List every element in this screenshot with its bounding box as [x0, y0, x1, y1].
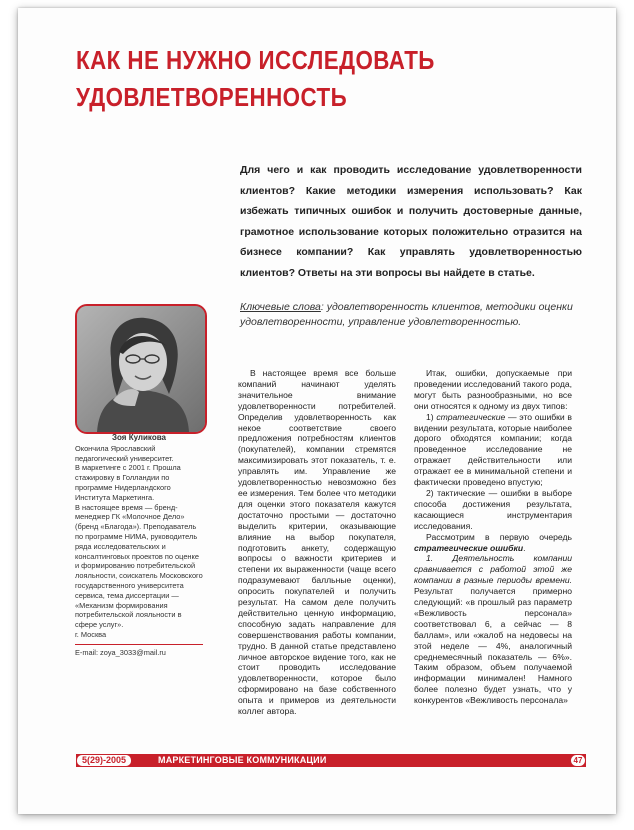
- body-text: Результат получается примерно следующий: «в прошлый раз параметр «Вежливость персонала» соответствовал 6, а сейчас — 8 баллам», или «жалоб на недовесы на этой неделе — 4%, аналогичный среднемесячный показатель — 6%». Таким образом, объем получаемой информации минимален! Намного более полезно будет узнать, что у конкурентов «Вежливость персонала»: [414, 586, 572, 706]
- article-title-line-1: КАК НЕ НУЖНО ИССЛЕДОВАТЬ: [76, 45, 435, 75]
- article-title-line-2: УДОВЛЕТВОРЕННОСТЬ: [76, 82, 348, 112]
- body-paragraph: [414, 532, 572, 554]
- issue-badge: 5(29)-2005: [76, 754, 132, 767]
- article-lead: Для чего и как проводить исследование удовлетворенности клиентов? Какие методики измерения использовать? Как избежать типичных ошибок и получить достоверные данные, грамотное использование которых положительно отразится на бизнесе компании? Как управлять удовлетворенностью клиентов? Ответы на эти вопросы вы найдете в статье.: [240, 164, 582, 279]
- emphasis-heading: 1. Деятельность компании сравнивается с работой этой же компании в разные периоды времени.: [414, 553, 572, 586]
- page-footer: [76, 754, 586, 767]
- keywords-text: : удовлетворенность клиентов, методики оценки удовлетворенности, управление удовлетворенностью.: [240, 301, 573, 328]
- keywords: [240, 300, 582, 330]
- author-photo: [75, 304, 207, 434]
- body-text: Рассмотрим в первую очередь: [426, 531, 572, 542]
- article-title: [76, 42, 523, 116]
- author-name: Зоя Куликова: [112, 433, 166, 442]
- author-bio-paragraph: Окончила Ярославский педагогический университет.: [75, 443, 174, 463]
- body-text: — это ошибки в видении результата, которые наиболее дорого обходятся компании; когда проведенное исследование не отражает действительности или отражает ее в минимальной степени и фактически проведено впустую;: [414, 411, 572, 488]
- author-bio-paragraph: В настоящее время — бренд-менеджер ГК «Молочное Дело» (бренд «Благода»). Преподаватель по программе НИМА, руководитель ряда исследовательских и консалтинговых проектов по оценке и формированию потребительской лояльности, соискатель Московского государственного университета сервиса, тема диссертации — «Механизм формирования потребительской лояльности в сфере услуг».: [75, 502, 203, 630]
- author-portrait-image: [77, 306, 205, 432]
- body-paragraph: В настоящее время все больше компаний начинают уделять значительное внимание удовлетворенности потребителей. Определив удовлетворенность как некое соответствие своего предложения потребностям клиентов (покупателей), компании стремятся максимизировать этот показатель, т. е. управлять им. Управление же удовлетворенностью невозможно без ее измерения. Тем более что методики для оценки этого показателя кажутся достаточно простыми — достаточно выделить критерии, оказывающие влияние на выбор покупателя, подготовить анкету, содержащую вопросы о важности критериев и степени их выраженности (чаще всего подразумевают балльные оценки), опросить покупателей и получить результат. На самом деле получить действительно ценную информацию, способную задать направление для совершенствования работы компании, трудно. В данной статье представлено личное авторское видение того, как не стоит проводить исследование удовлетворенности, которое было сформировано на базе собственного опыта и примеров из деятельности коллег автора.: [238, 368, 396, 717]
- page-number: 47: [570, 754, 586, 767]
- list-number: 1): [426, 411, 437, 422]
- author-info: [75, 433, 203, 658]
- body-paragraph: [414, 412, 572, 488]
- body-text: .: [523, 542, 526, 553]
- author-bio-paragraph: В маркетинге с 2001 г. Прошла стажировку в Голландии по программе Нидерландского Института Маркетинга.: [75, 463, 181, 502]
- magazine-page: [18, 8, 616, 814]
- text-column-1: [238, 368, 396, 717]
- body-paragraph: [414, 553, 572, 706]
- author-location: г. Москва: [75, 629, 107, 639]
- author-email[interactable]: E-mail: zoya_3033@mail.ru: [75, 647, 166, 657]
- text-column-2: [414, 368, 572, 706]
- body-paragraph: Итак, ошибки, допускаемые при проведении исследований такого рода, могут быть разнообразными, но все они относятся к одному из двух типов:: [414, 368, 572, 411]
- journal-name: МАРКЕТИНГОВЫЕ КОММУНИКАЦИИ: [158, 755, 327, 765]
- body-paragraph: 2) тактические — ошибки в выборе способа достижения результата, касающиеся инструментария исследования.: [414, 487, 572, 531]
- emphasis-term: стратегические: [436, 411, 506, 422]
- keywords-label: Ключевые слова: [240, 301, 321, 313]
- emphasis-term: стратегические ошибки: [414, 542, 524, 553]
- author-divider: [75, 644, 203, 645]
